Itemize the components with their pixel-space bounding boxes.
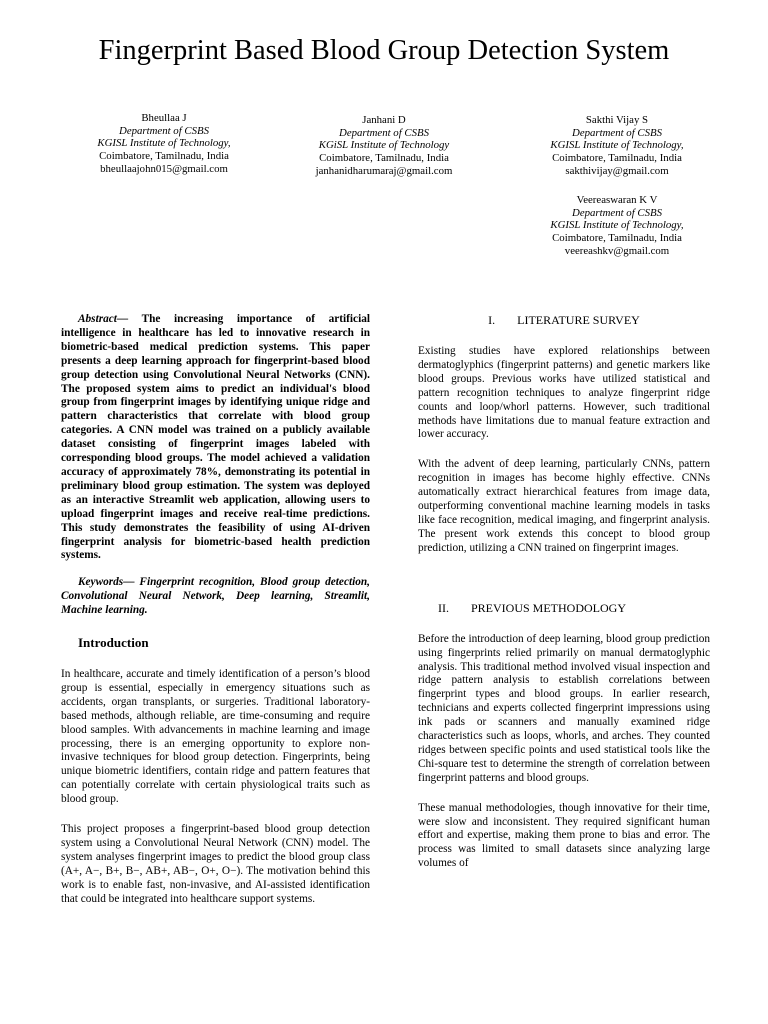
author-email: veereashkv@gmail.com [564, 244, 670, 257]
methodology-paragraph-1: Before the introduction of deep learning, blood group prediction using fingerprints relied primarily on manual dermatoglyphic analysis. This traditional method involved visual inspection and ridge pattern analysis to establish correlations between fingerprint types and blood groups. In earlier research, technicians and experts collected fingerprint impressions using ink pads or scanners and manually examined ridge characteristics such as loops, whorls, and arches. They counted ridges between specific points and used statistical tools like the Chi-square test to determine the strength of correlation between fingerprint patterns and blood groups. [418, 632, 710, 784]
left-column [61, 313, 370, 907]
author-email: bheullaajohn015@gmail.com [100, 162, 228, 175]
keywords: Keywords— Fingerprint recognition, Blood group detection, Convolutional Neural Network, Deep learning, Streamlit, Machine learning. [61, 576, 370, 617]
abstract [61, 313, 370, 563]
author-institute: KGISL Institute of Technology, [97, 137, 231, 150]
author-institute: KGISL Institute of Technology, [550, 219, 684, 232]
author-name: Veereaswaran K V [576, 194, 658, 206]
author-department: Department of CSBS [572, 206, 662, 219]
section-title: LITERATURE SURVEY [517, 313, 640, 327]
abstract-label: Abstract— [78, 313, 129, 325]
section-title: PREVIOUS METHODOLOGY [471, 600, 626, 615]
methodology-paragraph-2: These manual methodologies, though innovative for their time, were slow and inconsistent. They required significant human effort and expertise, making them prone to bias and error. The process was limited to small datasets since analyzing large volumes of [418, 801, 710, 870]
literature-survey-heading [418, 313, 710, 328]
author-block-3 [522, 114, 712, 178]
author-email: janhanidharumaraj@gmail.com [315, 164, 453, 177]
previous-methodology-heading [418, 601, 710, 616]
author-location: Coimbatore, Tamilnadu, India [552, 232, 682, 245]
literature-paragraph-2: With the advent of deep learning, particularly CNNs, pattern recognition in images has become highly effective. CNNs automatically extract hierarchical features from image data, outperforming conventional machine learning models in tasks like face recognition, medical imaging, and fingerprint analysis. The present work extends this concept to blood group prediction, utilizing a CNN trained on fingerprint images. [418, 458, 710, 554]
author-name: Sakthi Vijay S [585, 114, 649, 126]
author-block-4 [522, 194, 712, 258]
right-column [418, 313, 710, 871]
author-department: Department of CSBS [339, 126, 429, 139]
author-location: Coimbatore, Tamilnadu, India [552, 152, 682, 165]
author-name: Janhani D [362, 114, 406, 126]
introduction-paragraph-1: In healthcare, accurate and timely identification of a person’s blood group is essential, especially in emergency situations such as accidents, organ transplants, or surgeries. Traditional laboratory-based methods, although reliable, are time-consuming and require blood samples. With advancements in machine learning and image processing, there is an emerging opportunity to explore non-invasive techniques for blood group detection. Fingerprints, being unique biometric identifiers, contain ridge and pattern features that can potentially correlate with certain physiological traits such as blood group. [61, 668, 370, 806]
author-location: Coimbatore, Tamilnadu, India [319, 152, 449, 165]
introduction-paragraph-2: This project proposes a fingerprint-based blood group detection system using a Convolutional Neural Network (CNN) model. The system analyses fingerprint images to predict the blood group class (A+, A−, B+, B−, AB+, AB−, O+, O−). The motivation behind this work is to enable fast, non-invasive, and AI-assisted identification that could be integrated into healthcare support systems. [61, 823, 370, 905]
author-institute: KGiSL Institute of Technology [318, 139, 450, 152]
author-block-1 [69, 112, 259, 176]
author-institute: KGISL Institute of Technology, [550, 139, 684, 152]
author-department: Department of CSBS [119, 124, 209, 137]
author-name: Bheullaa J [141, 112, 187, 124]
section-number: II. [438, 600, 449, 615]
author-block-2 [289, 114, 479, 178]
introduction-heading: Introduction [78, 635, 149, 651]
abstract-text: The increasing importance of artificial intelligence in healthcare has led to innovative research in biometric-based medical prediction systems. This paper presents a deep learning approach for fingerprint-based blood group detection using Convolutional Neural Networks (CNN). The proposed system aims to predict an individual's blood group from fingerprint images by identifying unique ridge and pattern characteristics that correlate with blood group categories. A CNN model was trained on a publicly available dataset consisting of fingerprint images labeled with corresponding blood groups. The model achieved a validation accuracy of approximately 78%, demonstrating its potential in preliminary blood group estimation. The system was deployed as an interactive Streamlit web application, allowing users to upload fingerprint images and receive real-time predictions. This study demonstrates the feasibility of using AI-driven fingerprint analysis for biometric-based health prediction systems. [61, 313, 370, 562]
author-email: sakthivijay@gmail.com [565, 164, 669, 177]
paper-title: Fingerprint Based Blood Group Detection System [98, 35, 670, 66]
author-department: Department of CSBS [572, 126, 662, 139]
section-number: I. [488, 313, 496, 327]
author-location: Coimbatore, Tamilnadu, India [99, 150, 229, 163]
literature-paragraph-1: Existing studies have explored relationships between dermatoglyphics (fingerprint patterns) and genetic markers like blood groups. Previous works have utilized statistical and pattern recognition techniques to analyze fingerprint ridge counts and loop/whorl patterns. However, such traditional methods have limitations due to manual feature extraction and lower accuracy. [418, 345, 710, 441]
